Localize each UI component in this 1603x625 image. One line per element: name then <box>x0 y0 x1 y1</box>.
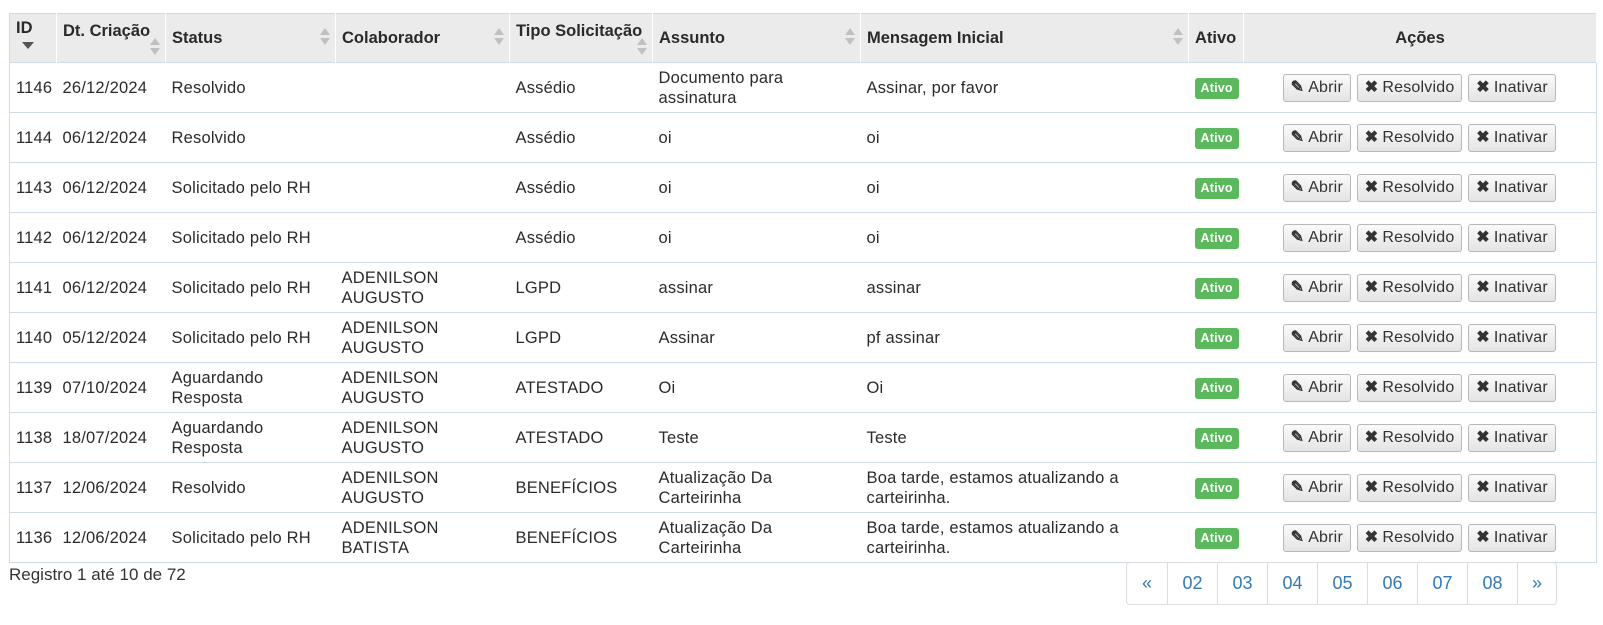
cell-active <box>1189 313 1244 363</box>
cell-type: Assédio <box>510 63 653 113</box>
cell-active <box>1189 213 1244 263</box>
open-button[interactable] <box>1283 224 1351 252</box>
open-button[interactable] <box>1283 124 1351 152</box>
cell-created: 06/12/2024 <box>57 263 166 313</box>
cell-type: BENEFÍCIOS <box>510 463 653 513</box>
button-label: Resolvido <box>1382 378 1455 396</box>
deactivate-button[interactable] <box>1468 74 1556 102</box>
button-label: Inativar <box>1493 278 1548 296</box>
cell-actions <box>1244 63 1597 113</box>
button-label: Abrir <box>1308 78 1343 96</box>
edit-icon: ✎ <box>1290 278 1305 296</box>
edit-icon: ✎ <box>1290 428 1305 446</box>
edit-icon: ✎ <box>1290 78 1305 96</box>
cell-collaborator <box>336 63 510 113</box>
cell-actions <box>1244 363 1597 413</box>
cell-actions <box>1244 313 1597 363</box>
cell-actions <box>1244 463 1597 513</box>
x-icon: ✖ <box>1476 428 1490 446</box>
cell-created: 26/12/2024 <box>57 63 166 113</box>
cell-status: Aguardando Resposta <box>166 363 336 413</box>
table-row <box>10 413 1597 463</box>
cell-collaborator: ADENILSON AUGUSTO <box>336 463 510 513</box>
status-badge: Ativo <box>1195 128 1239 149</box>
deactivate-button[interactable] <box>1468 124 1556 152</box>
col-header-collaborator[interactable]: Colaborador <box>336 14 510 63</box>
edit-icon: ✎ <box>1290 228 1305 246</box>
button-label: Abrir <box>1308 528 1343 546</box>
x-icon: ✖ <box>1476 378 1490 396</box>
button-label: Abrir <box>1308 428 1343 446</box>
button-label: Resolvido <box>1382 328 1455 346</box>
pagination-page[interactable]: 04 <box>1267 563 1317 604</box>
x-icon: ✖ <box>1364 478 1379 496</box>
cell-status: Resolvido <box>166 463 336 513</box>
cell-subject: Oi <box>653 363 861 413</box>
button-label: Resolvido <box>1382 128 1455 146</box>
cell-actions <box>1244 413 1597 463</box>
table-header-row <box>10 14 1597 63</box>
cell-id: 1141 <box>10 263 57 313</box>
status-badge: Ativo <box>1195 278 1239 299</box>
cell-status: Aguardando Resposta <box>166 413 336 463</box>
cell-subject: oi <box>653 213 861 263</box>
x-icon: ✖ <box>1364 278 1379 296</box>
x-icon: ✖ <box>1476 528 1490 546</box>
button-label: Resolvido <box>1382 178 1455 196</box>
button-label: Resolvido <box>1382 228 1455 246</box>
cell-subject: Documento para assinatura <box>653 63 861 113</box>
cell-type: ATESTADO <box>510 363 653 413</box>
button-label: Abrir <box>1308 128 1343 146</box>
x-icon: ✖ <box>1364 428 1379 446</box>
cell-created: 06/12/2024 <box>57 113 166 163</box>
cell-actions <box>1244 163 1597 213</box>
cell-message: pf assinar <box>861 313 1189 363</box>
cell-collaborator: ADENILSON AUGUSTO <box>336 263 510 313</box>
sort-icon <box>637 38 647 56</box>
pagination-page[interactable]: 03 <box>1217 563 1267 604</box>
status-badge: Ativo <box>1195 478 1239 499</box>
x-icon: ✖ <box>1476 228 1490 246</box>
cell-active <box>1189 463 1244 513</box>
requests-table <box>9 13 1597 563</box>
cell-actions <box>1244 263 1597 313</box>
cell-id: 1143 <box>10 163 57 213</box>
edit-icon: ✎ <box>1290 328 1305 346</box>
resolved-button[interactable] <box>1357 424 1463 452</box>
cell-created: 06/12/2024 <box>57 163 166 213</box>
button-label: Inativar <box>1493 128 1548 146</box>
pagination-page[interactable]: 05 <box>1317 563 1367 604</box>
deactivate-button[interactable] <box>1468 324 1556 352</box>
cell-created: 18/07/2024 <box>57 413 166 463</box>
open-button[interactable] <box>1283 274 1351 302</box>
open-button[interactable] <box>1283 524 1351 552</box>
button-label: Abrir <box>1308 278 1343 296</box>
deactivate-button[interactable] <box>1468 374 1556 402</box>
resolved-button[interactable] <box>1357 174 1463 202</box>
cell-message: oi <box>861 163 1189 213</box>
open-button[interactable] <box>1283 324 1351 352</box>
cell-actions <box>1244 213 1597 263</box>
button-label: Abrir <box>1308 378 1343 396</box>
sort-icon <box>1173 28 1183 46</box>
x-icon: ✖ <box>1364 378 1379 396</box>
cell-collaborator <box>336 113 510 163</box>
cell-type: Assédio <box>510 163 653 213</box>
edit-icon: ✎ <box>1290 528 1305 546</box>
resolved-button[interactable] <box>1357 124 1463 152</box>
cell-created: 05/12/2024 <box>57 313 166 363</box>
cell-message: Boa tarde, estamos atualizando a carteirinha. <box>861 463 1189 513</box>
pagination-page[interactable]: 08 <box>1467 563 1517 604</box>
pagination-prev[interactable]: « <box>1141 573 1152 593</box>
button-label: Inativar <box>1493 228 1548 246</box>
cell-subject: Assinar <box>653 313 861 363</box>
cell-created: 06/12/2024 <box>57 213 166 263</box>
x-icon: ✖ <box>1476 278 1490 296</box>
button-label: Inativar <box>1493 328 1548 346</box>
cell-message: Oi <box>861 363 1189 413</box>
resolved-button[interactable] <box>1357 224 1463 252</box>
x-icon: ✖ <box>1364 328 1379 346</box>
cell-subject: assinar <box>653 263 861 313</box>
table-row <box>10 163 1597 213</box>
resolved-button[interactable] <box>1357 474 1463 502</box>
sort-icon <box>320 28 330 46</box>
x-icon: ✖ <box>1476 178 1490 196</box>
open-button[interactable] <box>1283 74 1351 102</box>
cell-status: Solicitado pelo RH <box>166 313 336 363</box>
cell-subject: oi <box>653 163 861 213</box>
status-badge: Ativo <box>1195 428 1239 449</box>
cell-active <box>1189 413 1244 463</box>
cell-collaborator <box>336 213 510 263</box>
deactivate-button[interactable] <box>1468 474 1556 502</box>
sort-desc-icon <box>22 42 34 49</box>
open-button[interactable] <box>1283 424 1351 452</box>
button-label: Inativar <box>1493 528 1548 546</box>
button-label: Abrir <box>1308 478 1343 496</box>
cell-active <box>1189 113 1244 163</box>
cell-type: Assédio <box>510 113 653 163</box>
button-label: Resolvido <box>1382 428 1455 446</box>
cell-active <box>1189 363 1244 413</box>
resolved-button[interactable] <box>1357 74 1463 102</box>
table-row <box>10 63 1597 113</box>
button-label: Resolvido <box>1382 278 1455 296</box>
cell-type: ATESTADO <box>510 413 653 463</box>
col-header-status[interactable]: Status <box>166 14 336 63</box>
col-header-id[interactable]: ID <box>10 14 57 63</box>
cell-id: 1146 <box>10 63 57 113</box>
sort-icon <box>494 28 504 46</box>
cell-id: 1144 <box>10 113 57 163</box>
cell-id: 1138 <box>10 413 57 463</box>
table-row <box>10 363 1597 413</box>
cell-created: 12/06/2024 <box>57 513 166 563</box>
table-row <box>10 113 1597 163</box>
open-button[interactable] <box>1283 474 1351 502</box>
edit-icon: ✎ <box>1290 178 1305 196</box>
edit-icon: ✎ <box>1290 378 1305 396</box>
status-badge: Ativo <box>1195 78 1239 99</box>
button-label: Inativar <box>1493 78 1548 96</box>
cell-active <box>1189 263 1244 313</box>
button-label: Resolvido <box>1382 478 1455 496</box>
cell-message: assinar <box>861 263 1189 313</box>
x-icon: ✖ <box>1364 128 1379 146</box>
table-row <box>10 463 1597 513</box>
open-button[interactable] <box>1283 174 1351 202</box>
col-header-message[interactable]: Mensagem Inicial <box>861 14 1189 63</box>
cell-message: Assinar, por favor <box>861 63 1189 113</box>
edit-icon: ✎ <box>1290 128 1305 146</box>
cell-active <box>1189 63 1244 113</box>
cell-actions <box>1244 513 1597 563</box>
deactivate-button[interactable] <box>1468 424 1556 452</box>
cell-id: 1139 <box>10 363 57 413</box>
x-icon: ✖ <box>1476 478 1490 496</box>
button-label: Abrir <box>1308 178 1343 196</box>
x-icon: ✖ <box>1364 228 1379 246</box>
table-row <box>10 513 1597 563</box>
table-row <box>10 213 1597 263</box>
cell-type: BENEFÍCIOS <box>510 513 653 563</box>
resolved-button[interactable] <box>1357 274 1463 302</box>
status-badge: Ativo <box>1195 378 1239 399</box>
col-header-actions: Ações <box>1244 14 1597 63</box>
deactivate-button[interactable] <box>1468 174 1556 202</box>
button-label: Resolvido <box>1382 78 1455 96</box>
cell-id: 1140 <box>10 313 57 363</box>
sort-icon <box>150 38 160 56</box>
cell-message: oi <box>861 113 1189 163</box>
cell-status: Resolvido <box>166 113 336 163</box>
cell-message: oi <box>861 213 1189 263</box>
table-row <box>10 313 1597 363</box>
resolved-button[interactable] <box>1357 324 1463 352</box>
x-icon: ✖ <box>1476 78 1490 96</box>
pagination-page[interactable]: 07 <box>1417 563 1467 604</box>
cell-subject: Teste <box>653 413 861 463</box>
cell-type: LGPD <box>510 313 653 363</box>
col-header-type[interactable]: Tipo Solicitação <box>510 14 653 63</box>
cell-message: Teste <box>861 413 1189 463</box>
cell-status: Resolvido <box>166 63 336 113</box>
x-icon: ✖ <box>1476 328 1490 346</box>
resolved-button[interactable] <box>1357 374 1463 402</box>
cell-active <box>1189 513 1244 563</box>
cell-id: 1136 <box>10 513 57 563</box>
status-badge: Ativo <box>1195 228 1239 249</box>
cell-message: Boa tarde, estamos atualizando a carteirinha. <box>861 513 1189 563</box>
button-label: Inativar <box>1493 428 1548 446</box>
x-icon: ✖ <box>1364 78 1379 96</box>
cell-created: 07/10/2024 <box>57 363 166 413</box>
pagination-next[interactable]: » <box>1517 563 1556 604</box>
pagination-page[interactable]: 06 <box>1367 563 1417 604</box>
resolved-button[interactable] <box>1357 524 1463 552</box>
button-label: Inativar <box>1493 378 1548 396</box>
records-summary: Registro 1 até 10 de 72 <box>9 565 186 584</box>
cell-status: Solicitado pelo RH <box>166 263 336 313</box>
cell-active <box>1189 163 1244 213</box>
cell-type: Assédio <box>510 213 653 263</box>
x-icon: ✖ <box>1476 128 1490 146</box>
col-header-created[interactable]: Dt. Criação <box>57 14 166 63</box>
cell-id: 1137 <box>10 463 57 513</box>
cell-id: 1142 <box>10 213 57 263</box>
button-label: Resolvido <box>1382 528 1455 546</box>
cell-subject: Atualização Da Carteirinha <box>653 513 861 563</box>
col-header-active: Ativo <box>1189 14 1244 63</box>
cell-status: Solicitado pelo RH <box>166 513 336 563</box>
pagination <box>1126 562 1557 605</box>
sort-icon <box>845 28 855 46</box>
cell-subject: oi <box>653 113 861 163</box>
status-badge: Ativo <box>1195 178 1239 199</box>
status-badge: Ativo <box>1195 528 1239 549</box>
cell-status: Solicitado pelo RH <box>166 163 336 213</box>
deactivate-button[interactable] <box>1468 274 1556 302</box>
button-label: Inativar <box>1493 178 1548 196</box>
button-label: Abrir <box>1308 328 1343 346</box>
cell-collaborator <box>336 163 510 213</box>
x-icon: ✖ <box>1364 528 1379 546</box>
cell-collaborator: ADENILSON AUGUSTO <box>336 313 510 363</box>
button-label: Abrir <box>1308 228 1343 246</box>
edit-icon: ✎ <box>1290 478 1305 496</box>
table-row <box>10 263 1597 313</box>
col-header-subject[interactable]: Assunto <box>653 14 861 63</box>
status-badge: Ativo <box>1195 328 1239 349</box>
cell-created: 12/06/2024 <box>57 463 166 513</box>
deactivate-button[interactable] <box>1468 224 1556 252</box>
button-label: Inativar <box>1493 478 1548 496</box>
x-icon: ✖ <box>1364 178 1379 196</box>
cell-type: LGPD <box>510 263 653 313</box>
cell-status: Solicitado pelo RH <box>166 213 336 263</box>
deactivate-button[interactable] <box>1468 524 1556 552</box>
cell-actions <box>1244 113 1597 163</box>
pagination-page[interactable]: 02 <box>1167 563 1217 604</box>
cell-collaborator: ADENILSON AUGUSTO <box>336 413 510 463</box>
cell-collaborator: ADENILSON AUGUSTO <box>336 363 510 413</box>
requests-table-container <box>9 13 1596 563</box>
open-button[interactable] <box>1283 374 1351 402</box>
cell-subject: Atualização Da Carteirinha <box>653 463 861 513</box>
cell-collaborator: ADENILSON BATISTA <box>336 513 510 563</box>
